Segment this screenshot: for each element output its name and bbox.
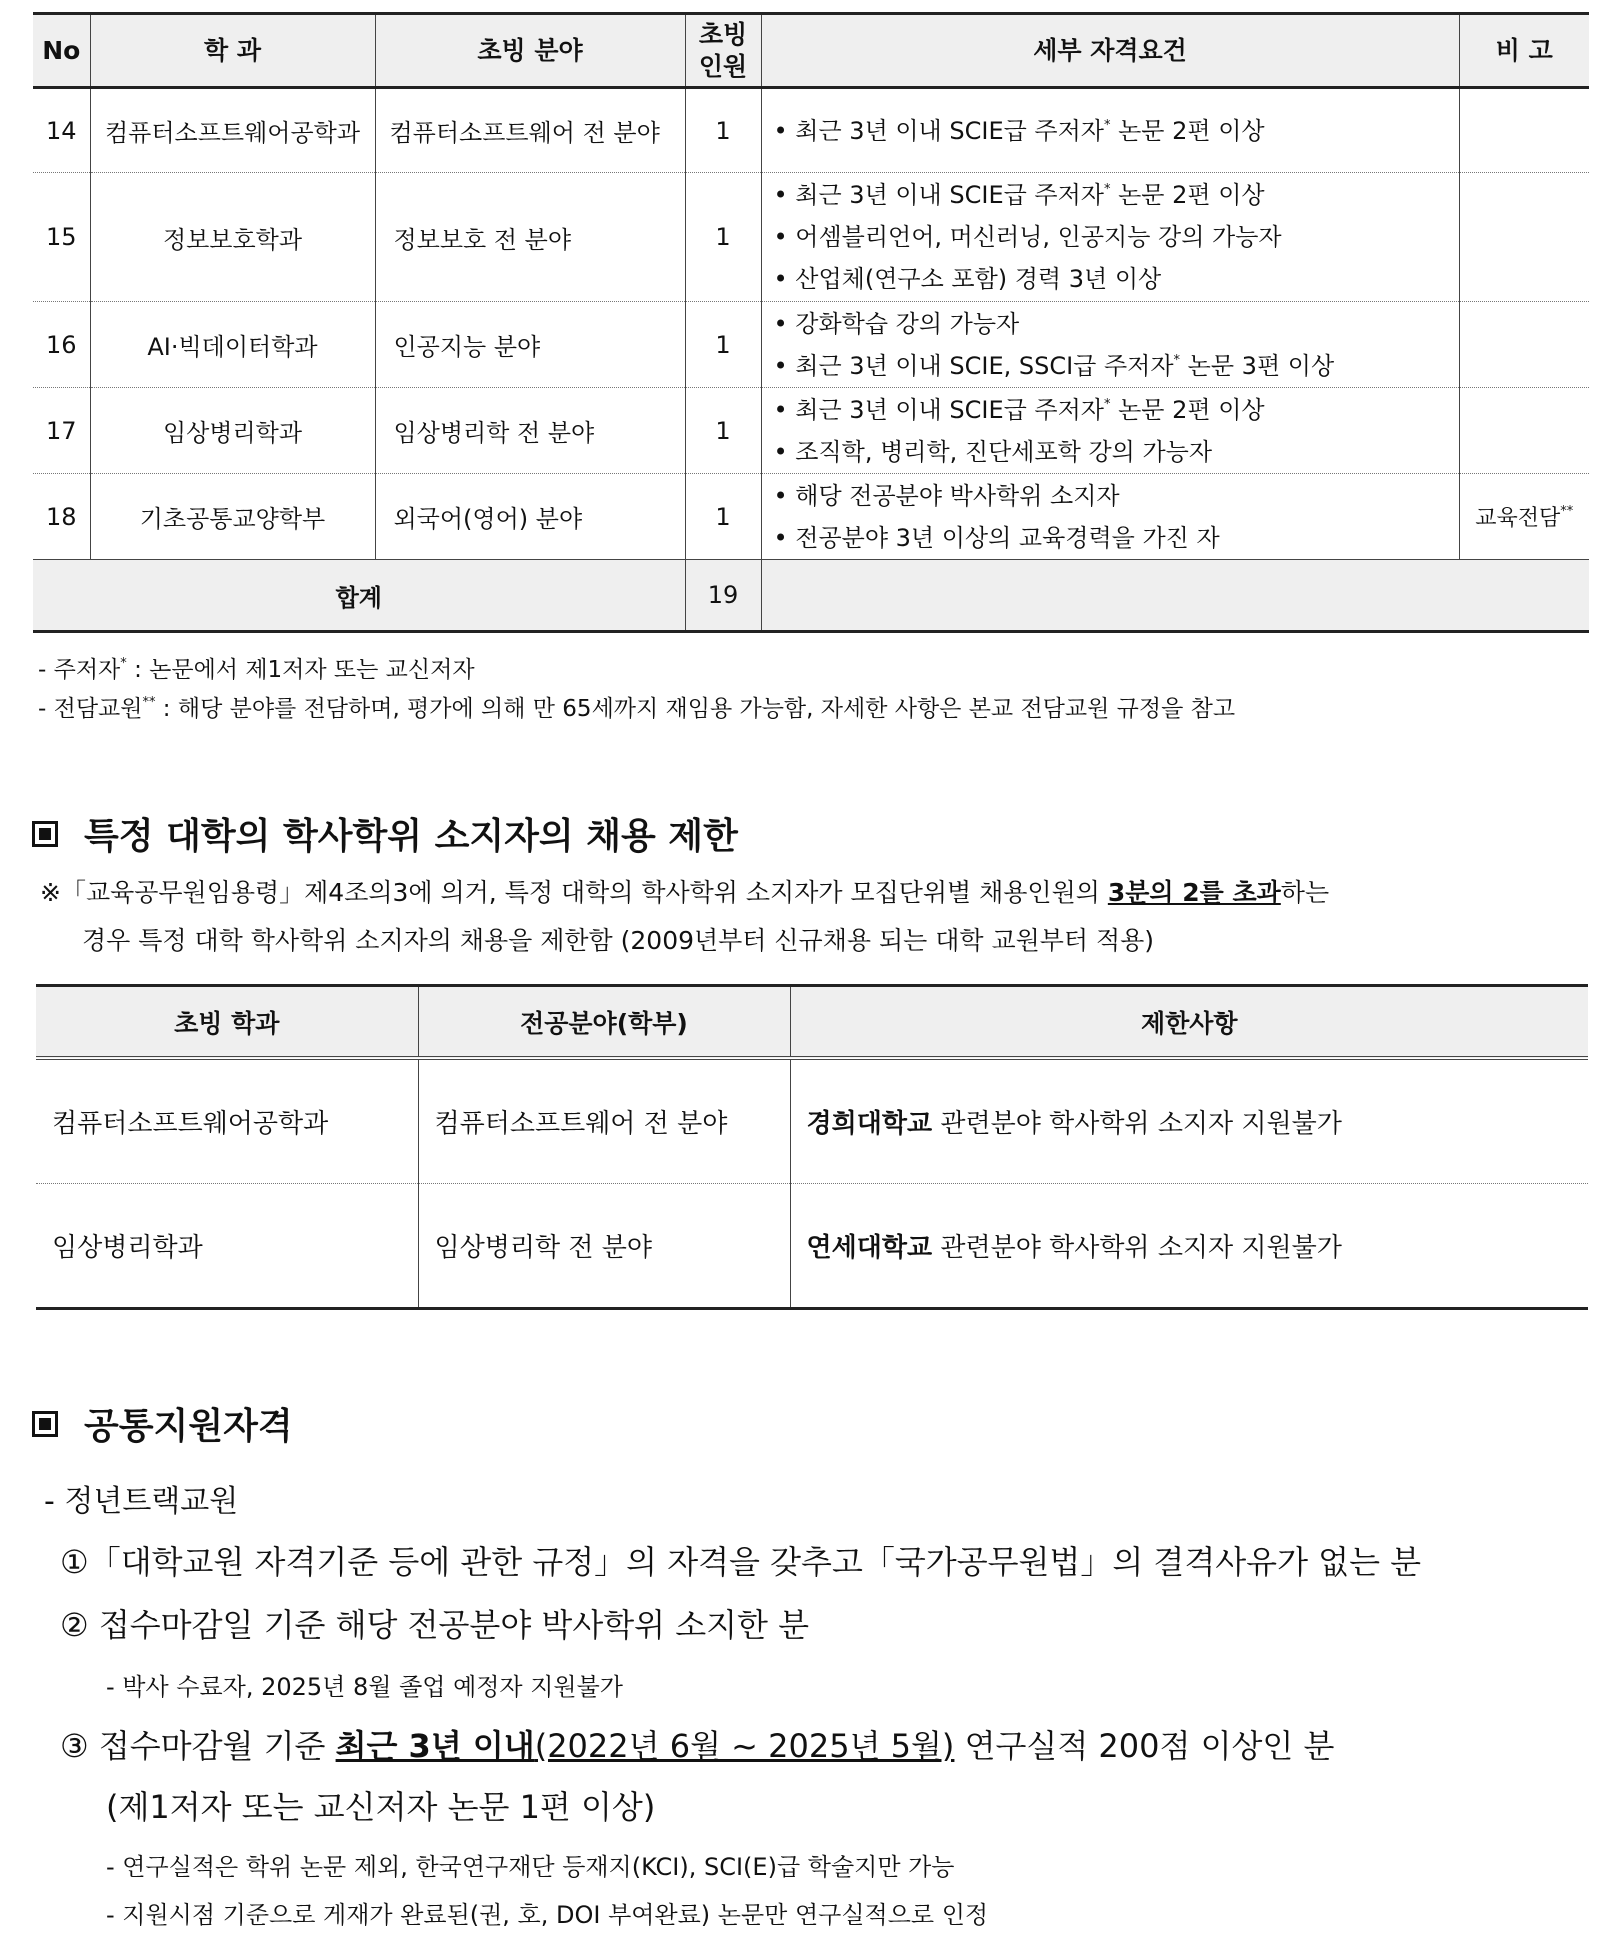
row-dept: 기초공통교양학부 bbox=[90, 474, 375, 560]
qualification-1: ①「대학교원 자격기준 등에 관한 규정」의 자격을 갖추고「국가공무원법」의 결격사유가 없는 분 bbox=[60, 1543, 1422, 1581]
table-row bbox=[33, 474, 1589, 560]
row-count: 1 bbox=[685, 302, 761, 388]
row-field: 임상병리학 전 분야 bbox=[418, 1184, 790, 1309]
row-limit: 연세대학교 관련분야 학사학위 소지자 지원불가 bbox=[790, 1184, 1588, 1309]
header-limit: 제한사항 bbox=[790, 986, 1588, 1059]
row-no: 15 bbox=[33, 173, 90, 302]
row-dept: AI·빅데이터학과 bbox=[90, 302, 375, 388]
total-count: 19 bbox=[685, 560, 761, 632]
row-dept: 정보보호학과 bbox=[90, 173, 375, 302]
qualification-3-note1: - 연구실적은 학위 논문 제외, 한국연구재단 등재지(KCI), SCI(E)급 학술지만 가능 bbox=[106, 1853, 955, 1881]
row-limit: 경희대학교 관련분야 학사학위 소지자 지원불가 bbox=[790, 1058, 1588, 1184]
row-remark: 교육전담** bbox=[1459, 474, 1589, 560]
total-empty bbox=[761, 560, 1589, 632]
row-req: • 최근 3년 이내 SCIE급 주저자* 논문 2편 이상 • 조직학, 병리학, 진단세포학 강의 가능자 bbox=[761, 388, 1459, 474]
row-field: 컴퓨터소프트웨어 전 분야 bbox=[418, 1058, 790, 1184]
header-dept: 학 과 bbox=[90, 14, 375, 88]
row-count: 1 bbox=[685, 173, 761, 302]
row-req: • 강화학습 강의 가능자 • 최근 3년 이내 SCIE, SSCI급 주저자* 논문 3편 이상 bbox=[761, 302, 1459, 388]
row-remark bbox=[1459, 88, 1589, 173]
row-field: 임상병리학 전 분야 bbox=[375, 388, 685, 474]
row-dept: 컴퓨터소프트웨어공학과 bbox=[90, 88, 375, 173]
table-header-row bbox=[36, 986, 1588, 1059]
total-label: 합계 bbox=[33, 560, 685, 632]
restriction-table bbox=[36, 984, 1588, 1310]
header-field: 초빙 분야 bbox=[375, 14, 685, 88]
header-field: 전공분야(학부) bbox=[418, 986, 790, 1059]
table-row bbox=[33, 173, 1589, 302]
row-field: 외국어(영어) 분야 bbox=[375, 474, 685, 560]
row-count: 1 bbox=[685, 388, 761, 474]
row-dept: 임상병리학과 bbox=[36, 1184, 418, 1309]
header-count: 초빙 인원 bbox=[685, 14, 761, 88]
square-bullet-icon bbox=[32, 821, 58, 847]
section-title-restriction: 특정 대학의 학사학위 소지자의 채용 제한 bbox=[32, 808, 738, 859]
row-no: 14 bbox=[33, 88, 90, 173]
row-remark bbox=[1459, 173, 1589, 302]
row-remark bbox=[1459, 302, 1589, 388]
tenure-track-label: - 정년트랙교원 bbox=[44, 1484, 239, 1519]
qualification-3-line2: (제1저자 또는 교신저자 논문 1편 이상) bbox=[106, 1788, 656, 1826]
row-no: 17 bbox=[33, 388, 90, 474]
header-no: No bbox=[33, 14, 90, 88]
qualification-2: ② 접수마감일 기준 해당 전공분야 박사학위 소지한 분 bbox=[60, 1606, 810, 1644]
row-field: 인공지능 분야 bbox=[375, 302, 685, 388]
section-title-common: 공통지원자격 bbox=[32, 1398, 293, 1449]
qualification-3: ③ 접수마감월 기준 최근 3년 이내(2022년 6월 ~ 2025년 5월) 연구실적 200점 이상인 분 bbox=[60, 1727, 1335, 1765]
header-dept: 초빙 학과 bbox=[36, 986, 418, 1059]
table-row bbox=[33, 388, 1589, 474]
table-row bbox=[36, 1058, 1588, 1184]
row-req: • 최근 3년 이내 SCIE급 주저자* 논문 2편 이상 • 어셈블리언어, 머신러닝, 인공지능 강의 가능자 • 산업체(연구소 포함) 경력 3년 이상 bbox=[761, 173, 1459, 302]
square-bullet-icon bbox=[32, 1411, 58, 1437]
header-req: 세부 자격요건 bbox=[761, 14, 1459, 88]
row-count: 1 bbox=[685, 474, 761, 560]
row-count: 1 bbox=[685, 88, 761, 173]
restriction-remark-line1: ※「교육공무원임용령」제4조의3에 의거, 특정 대학의 학사학위 소지자가 모집단위별 채용인원의 3분의 2를 초과하는 bbox=[40, 878, 1330, 907]
table-row bbox=[36, 1184, 1588, 1309]
row-field: 컴퓨터소프트웨어 전 분야 bbox=[375, 88, 685, 173]
row-no: 16 bbox=[33, 302, 90, 388]
row-req: • 최근 3년 이내 SCIE급 주저자* 논문 2편 이상 bbox=[761, 88, 1459, 173]
recruitment-table bbox=[33, 12, 1589, 633]
row-dept: 임상병리학과 bbox=[90, 388, 375, 474]
row-remark bbox=[1459, 388, 1589, 474]
qualification-3-note2: - 지원시점 기준으로 게재가 완료된(권, 호, DOI 부여완료) 논문만 연구실적으로 인정 bbox=[106, 1901, 989, 1929]
row-req: • 해당 전공분야 박사학위 소지자 • 전공분야 3년 이상의 교육경력을 가진 자 bbox=[761, 474, 1459, 560]
table-row bbox=[33, 302, 1589, 388]
header-remark: 비 고 bbox=[1459, 14, 1589, 88]
table-header-row bbox=[33, 14, 1589, 88]
row-dept: 컴퓨터소프트웨어공학과 bbox=[36, 1058, 418, 1184]
note-dedicated-faculty: - 전담교원** : 해당 분야를 전담하며, 평가에 의해 만 65세까지 재임용 가능함, 자세한 사항은 본교 전담교원 규정을 참고 bbox=[38, 695, 1236, 722]
table-row bbox=[33, 88, 1589, 173]
restriction-remark-line2: 경우 특정 대학 학사학위 소지자의 채용을 제한함 (2009년부터 신규채용 되는 대학 교원부터 적용) bbox=[82, 926, 1155, 955]
note-main-author: - 주저자* : 논문에서 제1저자 또는 교신저자 bbox=[38, 656, 475, 683]
row-field: 정보보호 전 분야 bbox=[375, 173, 685, 302]
total-row bbox=[33, 560, 1589, 632]
qualification-2-note: - 박사 수료자, 2025년 8월 졸업 예정자 지원불가 bbox=[106, 1673, 623, 1701]
row-no: 18 bbox=[33, 474, 90, 560]
